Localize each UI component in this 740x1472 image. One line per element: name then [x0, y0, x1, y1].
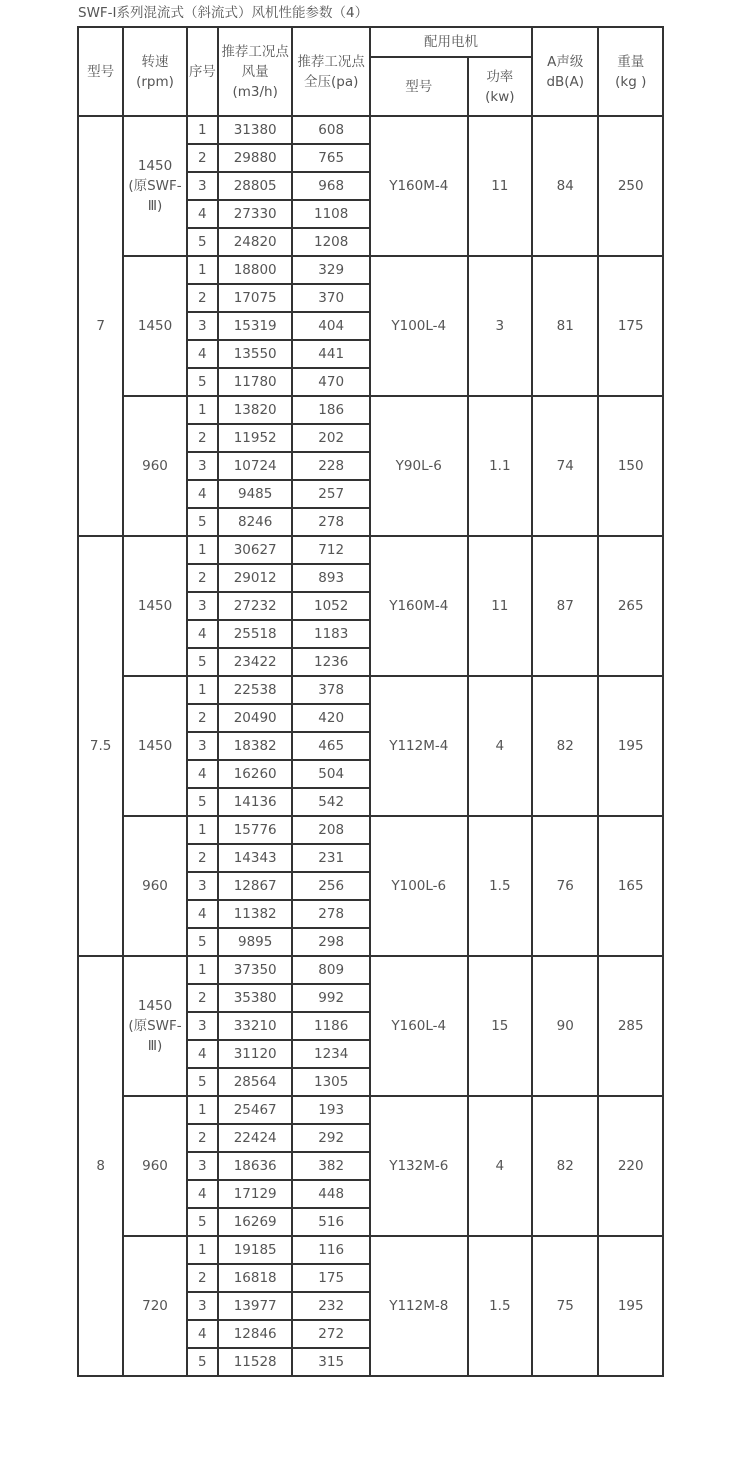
- motor-power-cell: 1.1: [468, 396, 532, 536]
- pressure-cell: 1236: [292, 648, 370, 676]
- seq-cell: 5: [187, 228, 218, 256]
- table-body: [78, 116, 663, 1376]
- pressure-cell: 516: [292, 1208, 370, 1236]
- pressure-cell: 202: [292, 424, 370, 452]
- flow-cell: 16260: [218, 760, 293, 788]
- flow-cell: 9485: [218, 480, 293, 508]
- flow-cell: 18636: [218, 1152, 293, 1180]
- flow-cell: 27330: [218, 200, 293, 228]
- header-model: [78, 27, 123, 116]
- table-caption: SWF-I系列混流式（斜流式）风机性能参数（4）: [78, 5, 369, 21]
- seq-cell: 5: [187, 648, 218, 676]
- model-cell: 7.5: [78, 536, 123, 956]
- seq-cell: 1: [187, 676, 218, 704]
- pressure-cell: 608: [292, 116, 370, 144]
- noise-cell: 90: [532, 956, 598, 1096]
- flow-cell: 23422: [218, 648, 293, 676]
- seq-cell: 2: [187, 284, 218, 312]
- seq-cell: 2: [187, 144, 218, 172]
- table-row: [78, 396, 663, 424]
- pressure-cell: 404: [292, 312, 370, 340]
- noise-cell: 76: [532, 816, 598, 956]
- cell-line: (kw): [485, 88, 515, 105]
- flow-cell: 20490: [218, 704, 293, 732]
- seq-cell: 4: [187, 1040, 218, 1068]
- header-motor-model: 型号: [370, 57, 468, 116]
- pressure-cell: 1305: [292, 1068, 370, 1096]
- cell-line: Ⅲ): [147, 1038, 163, 1054]
- header-motor-group: 配用电机: [370, 27, 532, 57]
- motor-model-cell: Y132M-6: [370, 1096, 468, 1236]
- cell-line: 1450: [137, 318, 173, 334]
- pressure-cell: 232: [292, 1292, 370, 1320]
- motor-power-cell: 4: [468, 1096, 532, 1236]
- speed-cell: [123, 816, 186, 956]
- noise-cell: 74: [532, 396, 598, 536]
- seq-cell: 4: [187, 760, 218, 788]
- seq-cell: 5: [187, 1208, 218, 1236]
- pressure-cell: 1052: [292, 592, 370, 620]
- pressure-cell: 420: [292, 704, 370, 732]
- flow-cell: 16818: [218, 1264, 293, 1292]
- seq-cell: 3: [187, 312, 218, 340]
- flow-cell: 25467: [218, 1096, 293, 1124]
- cell-line: 重量: [617, 53, 645, 70]
- seq-cell: 1: [187, 1096, 218, 1124]
- seq-cell: 1: [187, 396, 218, 424]
- seq-cell: 2: [187, 984, 218, 1012]
- flow-cell: 25518: [218, 620, 293, 648]
- flow-cell: 15319: [218, 312, 293, 340]
- fan-performance-table: [77, 26, 664, 1377]
- header-speed: [123, 27, 186, 116]
- motor-power-cell: 4: [468, 676, 532, 816]
- flow-cell: 13550: [218, 340, 293, 368]
- flow-cell: 24820: [218, 228, 293, 256]
- pressure-cell: 1183: [292, 620, 370, 648]
- motor-model-cell: Y112M-8: [370, 1236, 468, 1376]
- cell-line: 风量: [241, 63, 269, 80]
- pressure-cell: 175: [292, 1264, 370, 1292]
- cell-line: (m3/h): [232, 83, 278, 100]
- flow-cell: 8246: [218, 508, 293, 536]
- motor-power-cell: 11: [468, 536, 532, 676]
- seq-cell: 4: [187, 340, 218, 368]
- model-cell: 8: [78, 956, 123, 1376]
- weight-cell: 265: [598, 536, 663, 676]
- header-weight: [598, 27, 663, 116]
- cell-line: 型号: [87, 63, 115, 80]
- motor-model-cell: Y160M-4: [370, 116, 468, 256]
- cell-line: (原SWF-: [128, 1018, 182, 1034]
- flow-cell: 12846: [218, 1320, 293, 1348]
- pressure-cell: 504: [292, 760, 370, 788]
- motor-power-cell: 1.5: [468, 1236, 532, 1376]
- weight-cell: 165: [598, 816, 663, 956]
- seq-cell: 2: [187, 564, 218, 592]
- flow-cell: 19185: [218, 1236, 293, 1264]
- pressure-cell: 968: [292, 172, 370, 200]
- noise-cell: 75: [532, 1236, 598, 1376]
- flow-cell: 11528: [218, 1348, 293, 1376]
- flow-cell: 37350: [218, 956, 293, 984]
- seq-cell: 3: [187, 172, 218, 200]
- seq-cell: 4: [187, 900, 218, 928]
- weight-cell: 250: [598, 116, 663, 256]
- cell-line: Ⅲ): [147, 198, 163, 214]
- cell-line: (原SWF-: [128, 178, 182, 194]
- model-cell: 7: [78, 116, 123, 536]
- seq-cell: 2: [187, 424, 218, 452]
- header-noise: [532, 27, 598, 116]
- cell-line: (kg ): [615, 73, 647, 90]
- seq-cell: 5: [187, 1068, 218, 1096]
- seq-cell: 3: [187, 732, 218, 760]
- pressure-cell: 893: [292, 564, 370, 592]
- speed-cell: [123, 956, 186, 1096]
- table-row: [78, 676, 663, 704]
- pressure-cell: 231: [292, 844, 370, 872]
- flow-cell: 11780: [218, 368, 293, 396]
- noise-cell: 84: [532, 116, 598, 256]
- pressure-cell: 542: [292, 788, 370, 816]
- seq-cell: 1: [187, 116, 218, 144]
- flow-cell: 9895: [218, 928, 293, 956]
- motor-power-cell: 1.5: [468, 816, 532, 956]
- seq-cell: 1: [187, 536, 218, 564]
- pressure-cell: 116: [292, 1236, 370, 1264]
- speed-cell: [123, 1096, 186, 1236]
- flow-cell: 10724: [218, 452, 293, 480]
- flow-cell: 13820: [218, 396, 293, 424]
- seq-cell: 1: [187, 956, 218, 984]
- header-motor-power: [468, 57, 532, 116]
- seq-cell: 3: [187, 1152, 218, 1180]
- seq-cell: 5: [187, 368, 218, 396]
- table-row: [78, 816, 663, 844]
- cell-line: 1450: [137, 998, 173, 1014]
- motor-power-cell: 3: [468, 256, 532, 396]
- cell-line: 960: [142, 458, 168, 474]
- seq-cell: 5: [187, 788, 218, 816]
- flow-cell: 18800: [218, 256, 293, 284]
- cell-line: 960: [142, 1158, 168, 1174]
- weight-cell: 285: [598, 956, 663, 1096]
- speed-cell: [123, 676, 186, 816]
- cell-line: 1450: [137, 158, 173, 174]
- pressure-cell: 992: [292, 984, 370, 1012]
- pressure-cell: 1186: [292, 1012, 370, 1040]
- seq-cell: 5: [187, 508, 218, 536]
- pressure-cell: 256: [292, 872, 370, 900]
- seq-cell: 4: [187, 1180, 218, 1208]
- flow-cell: 31380: [218, 116, 293, 144]
- flow-cell: 28564: [218, 1068, 293, 1096]
- flow-cell: 14136: [218, 788, 293, 816]
- table-header: [78, 27, 663, 116]
- flow-cell: 16269: [218, 1208, 293, 1236]
- noise-cell: 87: [532, 536, 598, 676]
- pressure-cell: 378: [292, 676, 370, 704]
- seq-cell: 3: [187, 1292, 218, 1320]
- flow-cell: 11952: [218, 424, 293, 452]
- pressure-cell: 329: [292, 256, 370, 284]
- cell-line: 720: [142, 1298, 168, 1314]
- pressure-cell: 370: [292, 284, 370, 312]
- cell-line: 960: [142, 878, 168, 894]
- flow-cell: 28805: [218, 172, 293, 200]
- pressure-cell: 315: [292, 1348, 370, 1376]
- noise-cell: 82: [532, 1096, 598, 1236]
- pressure-cell: 465: [292, 732, 370, 760]
- pressure-cell: 1234: [292, 1040, 370, 1068]
- cell-line: dB(A): [546, 73, 585, 90]
- table-row: [78, 536, 663, 564]
- pressure-cell: 228: [292, 452, 370, 480]
- cell-line: 转速: [141, 53, 169, 70]
- pressure-cell: 257: [292, 480, 370, 508]
- motor-power-cell: 15: [468, 956, 532, 1096]
- flow-cell: 13977: [218, 1292, 293, 1320]
- speed-cell: [123, 256, 186, 396]
- seq-cell: 3: [187, 872, 218, 900]
- motor-model-cell: Y160M-4: [370, 536, 468, 676]
- seq-cell: 2: [187, 704, 218, 732]
- pressure-cell: 193: [292, 1096, 370, 1124]
- motor-power-cell: 11: [468, 116, 532, 256]
- speed-cell: [123, 396, 186, 536]
- flow-cell: 14343: [218, 844, 293, 872]
- pressure-cell: 292: [292, 1124, 370, 1152]
- seq-cell: 1: [187, 256, 218, 284]
- motor-model-cell: Y100L-4: [370, 256, 468, 396]
- pressure-cell: 1208: [292, 228, 370, 256]
- pressure-cell: 1108: [292, 200, 370, 228]
- pressure-cell: 712: [292, 536, 370, 564]
- motor-model-cell: Y100L-6: [370, 816, 468, 956]
- header-pressure: [292, 27, 370, 116]
- table-row: [78, 1096, 663, 1124]
- table-row: [78, 956, 663, 984]
- speed-cell: [123, 116, 186, 256]
- pressure-cell: 441: [292, 340, 370, 368]
- cell-line: 推荐工况点: [221, 43, 289, 60]
- pressure-cell: 278: [292, 900, 370, 928]
- flow-cell: 17075: [218, 284, 293, 312]
- seq-cell: 4: [187, 620, 218, 648]
- seq-cell: 1: [187, 1236, 218, 1264]
- seq-cell: 3: [187, 452, 218, 480]
- flow-cell: 22538: [218, 676, 293, 704]
- seq-cell: 2: [187, 1124, 218, 1152]
- weight-cell: 150: [598, 396, 663, 536]
- speed-cell: [123, 536, 186, 676]
- weight-cell: 175: [598, 256, 663, 396]
- seq-cell: 4: [187, 200, 218, 228]
- seq-cell: 4: [187, 1320, 218, 1348]
- flow-cell: 33210: [218, 1012, 293, 1040]
- pressure-cell: 809: [292, 956, 370, 984]
- flow-cell: 29012: [218, 564, 293, 592]
- pressure-cell: 272: [292, 1320, 370, 1348]
- flow-cell: 18382: [218, 732, 293, 760]
- weight-cell: 195: [598, 1236, 663, 1376]
- seq-cell: 5: [187, 928, 218, 956]
- flow-cell: 12867: [218, 872, 293, 900]
- seq-cell: 4: [187, 480, 218, 508]
- seq-cell: 3: [187, 592, 218, 620]
- seq-cell: 3: [187, 1012, 218, 1040]
- cell-line: (rpm): [136, 73, 174, 90]
- pressure-cell: 470: [292, 368, 370, 396]
- pressure-cell: 298: [292, 928, 370, 956]
- table-row: [78, 116, 663, 144]
- motor-model-cell: Y90L-6: [370, 396, 468, 536]
- pressure-cell: 448: [292, 1180, 370, 1208]
- cell-line: 功率: [486, 68, 514, 85]
- weight-cell: 220: [598, 1096, 663, 1236]
- flow-cell: 17129: [218, 1180, 293, 1208]
- pressure-cell: 186: [292, 396, 370, 424]
- cell-line: 全压(pa): [303, 73, 359, 90]
- flow-cell: 30627: [218, 536, 293, 564]
- cell-line: A声级: [547, 53, 584, 70]
- pressure-cell: 208: [292, 816, 370, 844]
- noise-cell: 81: [532, 256, 598, 396]
- flow-cell: 31120: [218, 1040, 293, 1068]
- seq-cell: 1: [187, 816, 218, 844]
- cell-line: 推荐工况点: [297, 53, 365, 70]
- motor-model-cell: Y160L-4: [370, 956, 468, 1096]
- table-row: [78, 256, 663, 284]
- flow-cell: 11382: [218, 900, 293, 928]
- flow-cell: 29880: [218, 144, 293, 172]
- flow-cell: 22424: [218, 1124, 293, 1152]
- pressure-cell: 278: [292, 508, 370, 536]
- table-row: [78, 1236, 663, 1264]
- cell-line: 1450: [137, 598, 173, 614]
- pressure-cell: 765: [292, 144, 370, 172]
- pressure-cell: 382: [292, 1152, 370, 1180]
- header-flow: [218, 27, 293, 116]
- noise-cell: 82: [532, 676, 598, 816]
- header-seq: [187, 27, 218, 116]
- seq-cell: 2: [187, 844, 218, 872]
- cell-line: 1450: [137, 738, 173, 754]
- speed-cell: [123, 1236, 186, 1376]
- cell-line: 序号: [188, 63, 216, 80]
- weight-cell: 195: [598, 676, 663, 816]
- flow-cell: 35380: [218, 984, 293, 1012]
- seq-cell: 2: [187, 1264, 218, 1292]
- seq-cell: 5: [187, 1348, 218, 1376]
- flow-cell: 27232: [218, 592, 293, 620]
- motor-model-cell: Y112M-4: [370, 676, 468, 816]
- flow-cell: 15776: [218, 816, 293, 844]
